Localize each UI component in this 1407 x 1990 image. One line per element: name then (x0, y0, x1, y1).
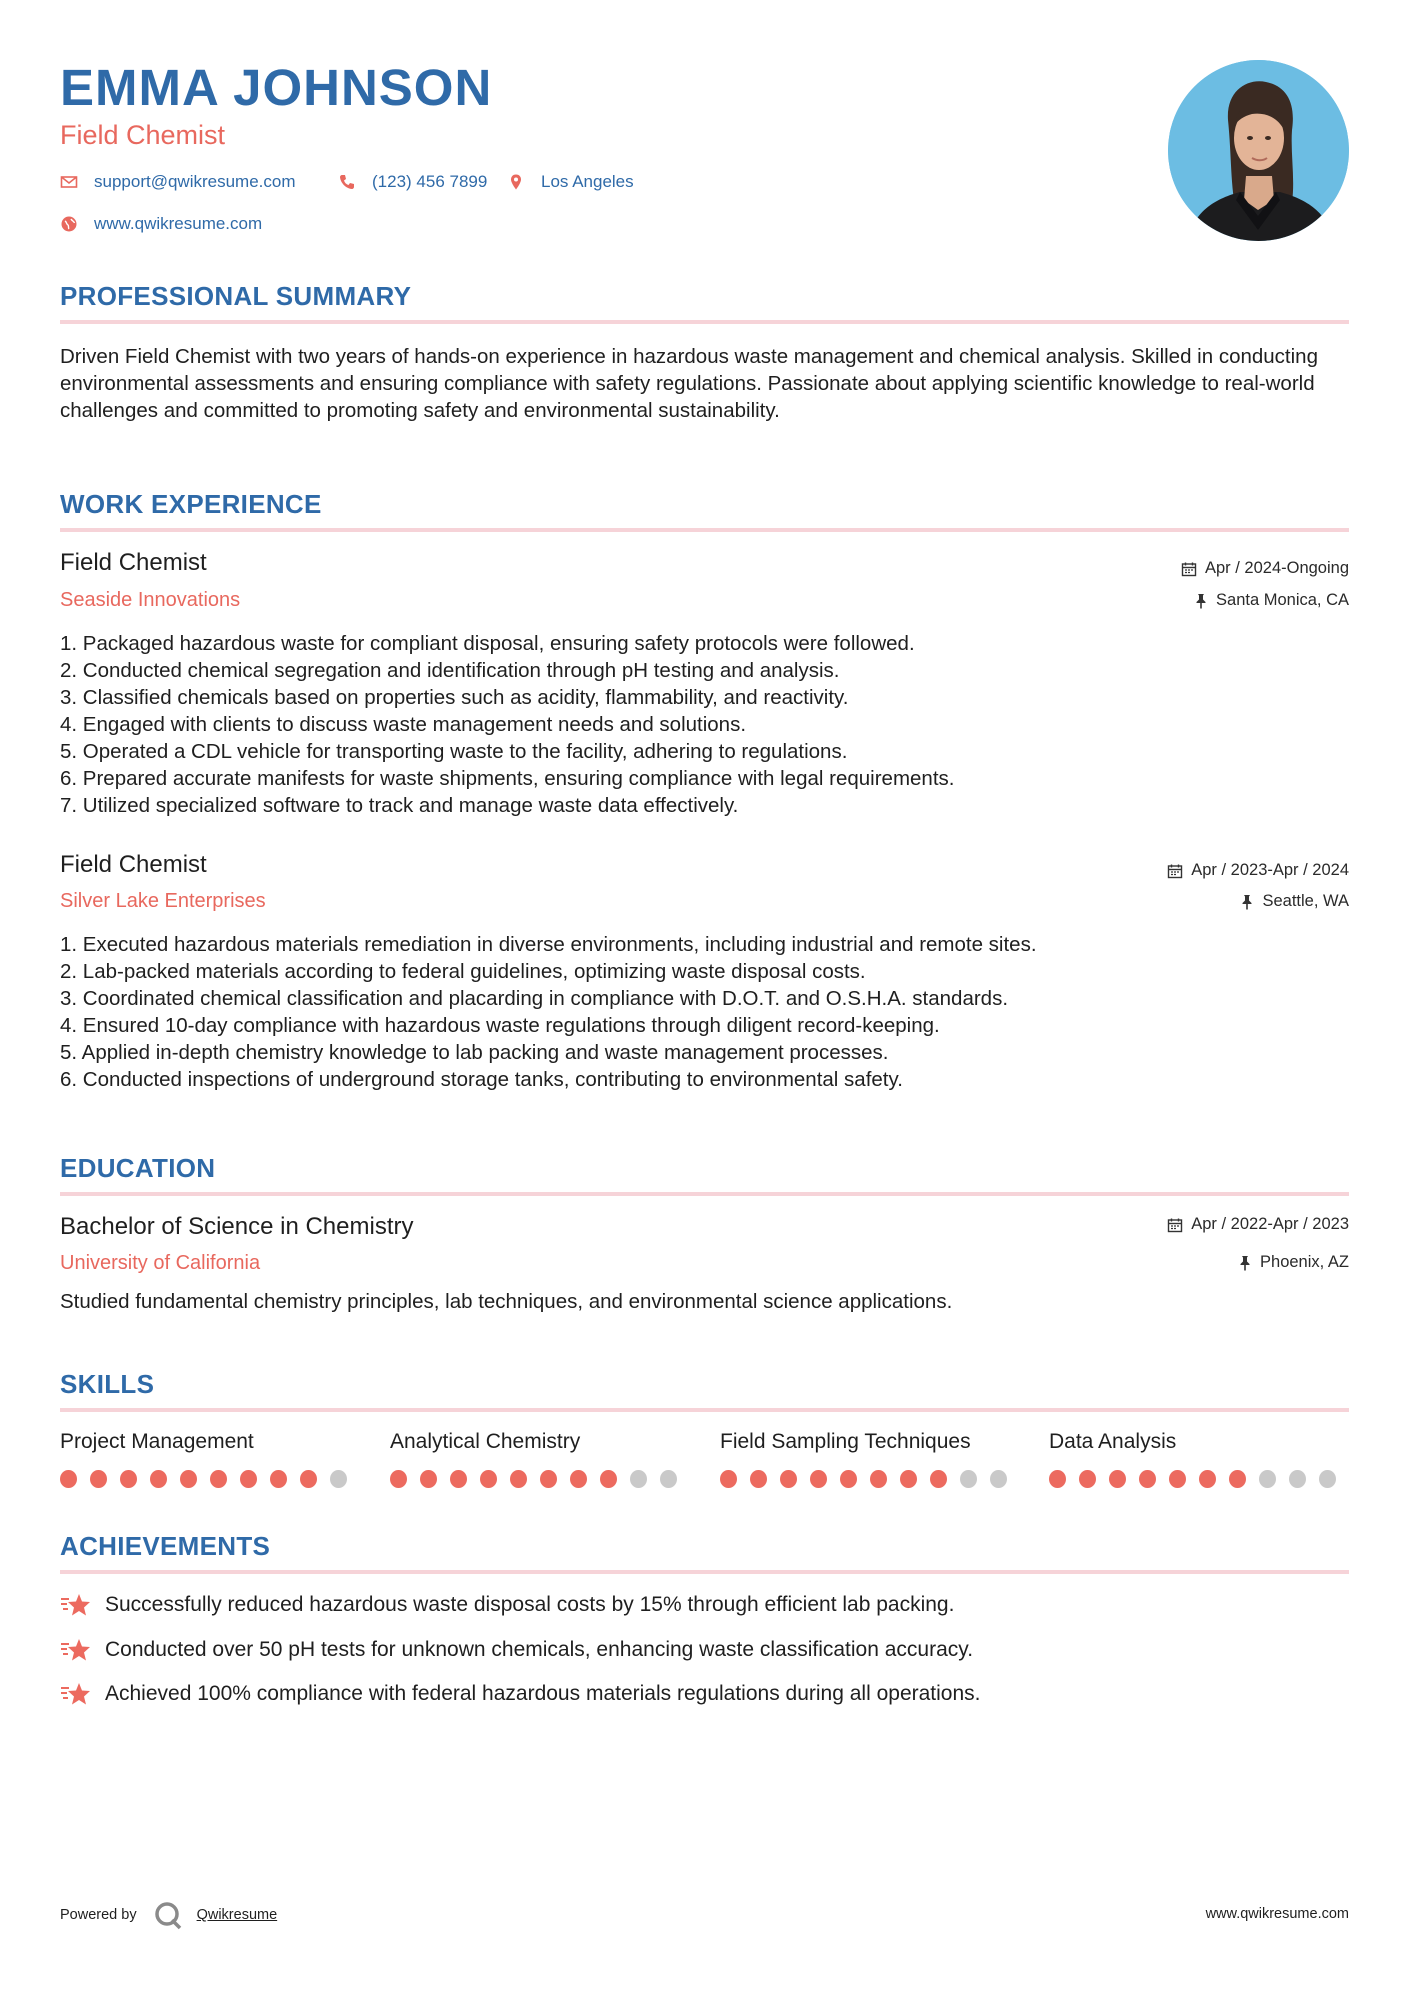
rating-dot-filled (1079, 1470, 1096, 1488)
skill-item (720, 1430, 1020, 1488)
rating-dot-empty (960, 1470, 977, 1488)
achievement-item (60, 1637, 973, 1663)
rating-dot-filled (420, 1470, 437, 1488)
rating-dot-filled (1049, 1470, 1066, 1488)
rating-dot-empty (330, 1470, 347, 1488)
achievement-item (60, 1592, 954, 1618)
calendar-icon (1167, 863, 1183, 879)
job-title: Field Chemist (60, 851, 207, 878)
list-item: 2. Lab-packed materials according to federal guidelines, optimizing waste disposal costs. (60, 960, 866, 983)
qwikresume-logo-icon (153, 1900, 183, 1930)
email-text: support@qwikresume.com (94, 172, 296, 191)
calendar-icon (1181, 561, 1197, 577)
skill-name: Data Analysis (1049, 1430, 1177, 1453)
rating-dot-filled (810, 1470, 827, 1488)
job-dates-text: Apr / 2023-Apr / 2024 (1191, 861, 1349, 879)
rating-dot-filled (120, 1470, 137, 1488)
list-item: 6. Prepared accurate manifests for waste shipments, ensuring compliance with legal requirements. (60, 767, 955, 790)
location-contact (507, 172, 634, 192)
rating-dot-empty (990, 1470, 1007, 1488)
map-pin-icon (507, 173, 525, 191)
rating-dot-filled (1169, 1470, 1186, 1488)
rating-dot-filled (180, 1470, 197, 1488)
rating-dot-filled (300, 1470, 317, 1488)
pushpin-icon (1238, 1255, 1252, 1271)
rating-dot-filled (1199, 1470, 1216, 1488)
experience-heading: WORK EXPERIENCE (60, 489, 322, 519)
rating-dot-filled (240, 1470, 257, 1488)
rating-dot-empty (630, 1470, 647, 1488)
job-title: Field Chemist (60, 549, 207, 576)
achievement-text: Conducted over 50 pH tests for unknown chemicals, enhancing waste classification accuracy. (105, 1638, 974, 1661)
rating-dot-filled (840, 1470, 857, 1488)
job-location-text: Seattle, WA (1262, 892, 1349, 910)
job-bullets (60, 630, 954, 819)
rating-dot-empty (660, 1470, 677, 1488)
experience-divider (60, 528, 1349, 532)
rating-dot-filled (930, 1470, 947, 1488)
rating-dot-empty (1289, 1470, 1306, 1488)
star-icon (60, 1592, 91, 1618)
achievements-heading: ACHIEVEMENTS (60, 1531, 271, 1561)
school-name: University of California (60, 1252, 261, 1274)
skill-name: Analytical Chemistry (390, 1430, 581, 1453)
skill-name: Field Sampling Techniques (720, 1430, 971, 1453)
star-icon (60, 1637, 91, 1663)
education-dates (1167, 1215, 1349, 1234)
rating-dot-filled (540, 1470, 557, 1488)
achievement-item (60, 1681, 981, 1707)
education-location-text: Phoenix, AZ (1260, 1253, 1349, 1271)
job-dates-text: Apr / 2024-Ongoing (1204, 559, 1349, 577)
rating-dot-filled (90, 1470, 107, 1488)
achievement-text: Achieved 100% compliance with federal hazardous materials regulations during all operations. (105, 1682, 981, 1705)
rating-dot-filled (570, 1470, 587, 1488)
rating-dot-filled (1109, 1470, 1126, 1488)
rating-dot-filled (1229, 1470, 1246, 1488)
education-location (1238, 1253, 1349, 1272)
list-item: 2. Conducted chemical segregation and identification through pH testing and analysis. (60, 659, 840, 682)
education-dates-text: Apr / 2022-Apr / 2023 (1191, 1215, 1349, 1233)
location-text: Los Angeles (541, 172, 634, 191)
skill-name: Project Management (60, 1430, 254, 1453)
website-contact[interactable] (60, 214, 262, 234)
summary-divider (60, 320, 1349, 324)
job-company: Seaside Innovations (60, 589, 241, 611)
job-location (1194, 591, 1349, 610)
rating-dot-filled (60, 1470, 77, 1488)
summary-heading: PROFESSIONAL SUMMARY (60, 281, 412, 311)
education-description: Studied fundamental chemistry principles, lab techniques, and environmental science applications. (60, 1290, 953, 1313)
footer-website[interactable]: www.qwikresume.com (1205, 1906, 1349, 1922)
calendar-icon (1167, 1217, 1183, 1233)
skill-item (390, 1430, 690, 1488)
skill-rating (390, 1470, 690, 1488)
list-item: 5. Operated a CDL vehicle for transporting waste to the facility, adhering to regulations. (60, 740, 848, 763)
rating-dot-filled (210, 1470, 227, 1488)
pushpin-icon (1194, 593, 1208, 609)
list-item: 3. Classified chemicals based on properties such as acidity, flammability, and reactivity. (60, 686, 849, 709)
website-text: www.qwikresume.com (94, 214, 263, 233)
powered-by-label: Powered by (60, 1907, 137, 1923)
rating-dot-filled (450, 1470, 467, 1488)
rating-dot-empty (1319, 1470, 1336, 1488)
footer-powered-by (60, 1900, 277, 1930)
list-item: 6. Conducted inspections of underground storage tanks, contributing to environmental safety. (60, 1068, 903, 1091)
rating-dot-filled (480, 1470, 497, 1488)
degree-title: Bachelor of Science in Chemistry (60, 1213, 414, 1240)
candidate-name: EMMA JOHNSON (60, 59, 493, 116)
email-contact[interactable] (60, 172, 296, 192)
globe-icon (60, 215, 78, 233)
envelope-icon (60, 173, 78, 191)
list-item: 3. Coordinated chemical classification and placarding in compliance with D.O.T. and O.S.H.A. standards. (60, 987, 1009, 1010)
skills-divider (60, 1408, 1349, 1412)
star-icon (60, 1681, 91, 1707)
achievement-text: Successfully reduced hazardous waste disposal costs by 15% through efficient lab packing. (105, 1593, 955, 1616)
education-divider (60, 1192, 1349, 1196)
candidate-role: Field Chemist (60, 120, 226, 150)
job-bullets (60, 931, 1037, 1093)
rating-dot-filled (510, 1470, 527, 1488)
job-location-text: Santa Monica, CA (1216, 591, 1349, 609)
rating-dot-filled (750, 1470, 767, 1488)
phone-text: (123) 456 7899 (372, 172, 488, 191)
phone-contact[interactable] (338, 172, 487, 192)
rating-dot-filled (390, 1470, 407, 1488)
list-item: 4. Ensured 10-day compliance with hazardous waste regulations through diligent record-keeping. (60, 1014, 940, 1037)
list-item: 4. Engaged with clients to discuss waste management needs and solutions. (60, 713, 747, 736)
rating-dot-filled (870, 1470, 887, 1488)
skill-rating (1049, 1470, 1349, 1488)
achievements-divider (60, 1570, 1349, 1574)
rating-dot-filled (780, 1470, 797, 1488)
portrait-illustration (1168, 60, 1349, 241)
summary-text: Driven Field Chemist with two years of hands-on experience in hazardous waste management and chemical analysis. Skilled in conducting environmental assessments and ensuring compliance with safety regulations. Passionate about applying scientific knowledge to real-world challenges and committed to promoting safety and environmental sustainability. (60, 345, 1318, 422)
skill-item (60, 1430, 360, 1488)
education-heading: EDUCATION (60, 1153, 216, 1183)
rating-dot-empty (1259, 1470, 1276, 1488)
profile-photo (1168, 60, 1349, 241)
job-company: Silver Lake Enterprises (60, 890, 266, 912)
skills-heading: SKILLS (60, 1369, 155, 1399)
list-item: 1. Packaged hazardous waste for compliant disposal, ensuring safety protocols were followed. (60, 632, 915, 655)
skill-rating (720, 1470, 1020, 1488)
rating-dot-filled (150, 1470, 167, 1488)
rating-dot-filled (720, 1470, 737, 1488)
brand-link[interactable]: Qwikresume (196, 1907, 278, 1923)
skill-item (1049, 1430, 1349, 1488)
list-item: 1. Executed hazardous materials remediation in diverse environments, including industrial and remote sites. (60, 933, 1037, 956)
rating-dot-filled (270, 1470, 287, 1488)
rating-dot-filled (600, 1470, 617, 1488)
job-location (1240, 892, 1349, 911)
job-dates (1181, 559, 1349, 578)
skill-rating (60, 1470, 360, 1488)
list-item: 7. Utilized specialized software to track and manage waste data effectively. (60, 794, 739, 817)
list-item: 5. Applied in-depth chemistry knowledge to lab packing and waste management processes. (60, 1041, 889, 1064)
rating-dot-filled (900, 1470, 917, 1488)
phone-icon (338, 173, 356, 191)
pushpin-icon (1240, 894, 1254, 910)
rating-dot-filled (1139, 1470, 1156, 1488)
job-dates (1167, 861, 1349, 880)
